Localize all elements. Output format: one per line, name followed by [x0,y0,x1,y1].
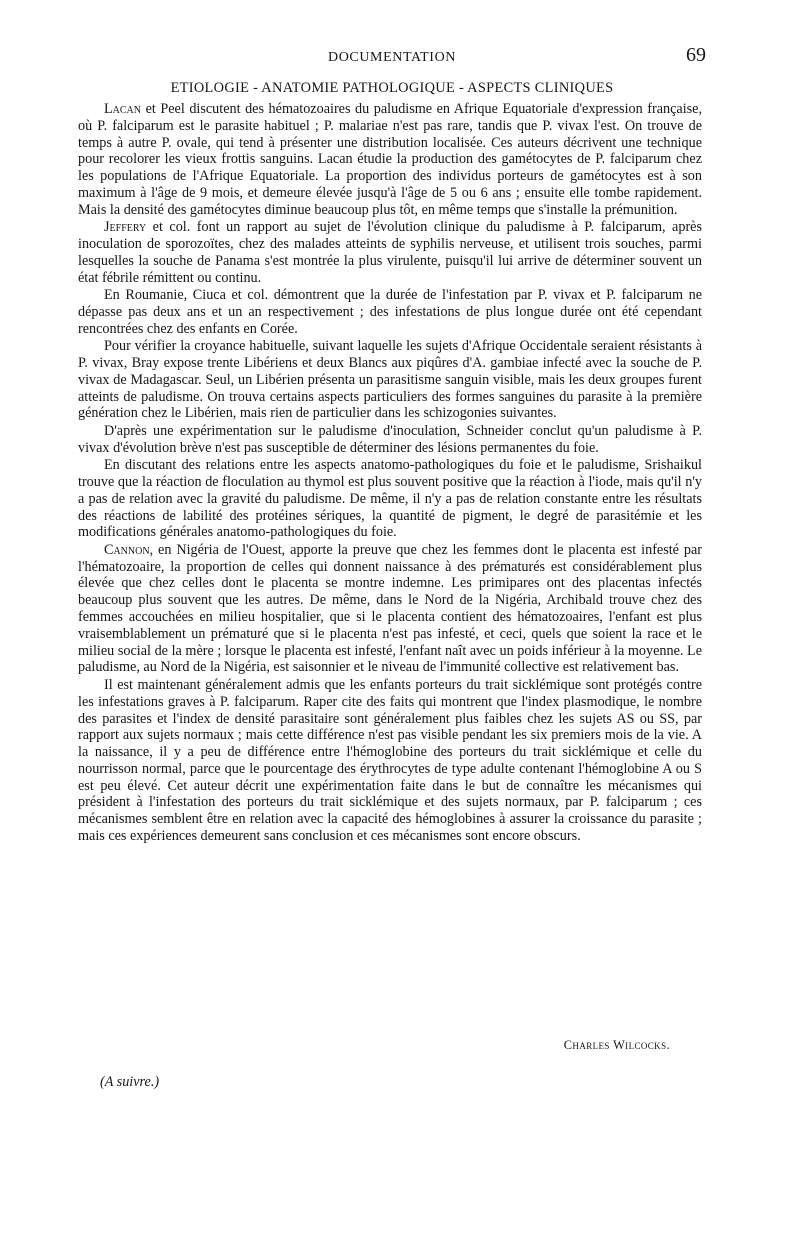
paragraph-text: En discutant des relations entre les aspects anatomo-pathologiques du foie et le paludisme, Srishaikul trouve que la réaction de floculation au thymol est plus souvent positive que la réaction à l'iode, mais qu'il n'y a pas de relation avec la gravité du paludisme. De même, il n'y a pas de relation constante entre les résultats des réactions de labilité des protéines sériques, la quantité de pigment, le degré de parasitémie et les modifications générales anatomo-pathologiques du foie. [78,457,702,541]
continued-note: (A suivre.) [100,1074,160,1090]
author-name: Jeffery [104,219,147,236]
paragraph-text: et col. font un rapport au sujet de l'évolution clinique du paludisme à P. falciparum, après inoculation de sporozoïtes, chez des malades atteints de syphilis nerveuse, et utilisent trois souches, parmi lesquelles la souche de Panama s'est montrée la plus virulente, puisqu'il lui arrive de déterminer souvent un état fébrile rémittent ou continu. [78,219,702,286]
paragraph [78,338,702,422]
paragraph [78,677,702,845]
page-number: 69 [686,44,706,66]
paragraph [78,457,702,541]
running-title: DOCUMENTATION [327,50,456,65]
paragraph-text: Il est maintenant généralement admis que les enfants porteurs du trait sicklémique sont protégés contre les infestations graves à P. falciparum. Raper cite des faits qui montrent que l'index plasmodique, le nombre des parasites et l'index de densité parasitaire sont généralement plus faibles chez les sujets AS ou SS, par rapport aux sujets normaux ; mais cette différence n'est pas visible pendant les six premiers mois de la vie. A la naissance, il y a peu de différence entre l'hémoglobine des porteurs du trait sicklémique et celle du nourrisson normal, parce que le pourcentage des érythrocytes de type adulte contenant l'hémoglobine A ou S est peu élevé. Cet auteur décrit une expérimentation faite dans le but de connaître les mécanismes qui président à l'infestation des porteurs du trait sicklémique et des sujets normaux, par P. falciparum ; ces mécanismes semblent être en relation avec la capacité des hémoglobines à assurer la croissance du parasite ; mais ces expériences demeurent sans conclusion et ces mécanismes sont encore obscurs. [78,676,702,845]
paragraph-text: D'après une expérimentation sur le paludisme d'inoculation, Schneider conclut qu'un paludisme à P. vivax d'évolution brève n'est pas susceptible de déterminer des lésions permanentes du foie. [78,422,702,456]
paragraph [78,219,702,286]
paragraph-text: Pour vérifier la croyance habituelle, suivant laquelle les sujets d'Afrique Occidentale seraient résistants à P. vivax, Bray expose trente Libériens et deux Blancs aux piqûres d'A. gambiae infecté avec la souche de P. vivax de Madagascar. Seul, un Libérien présenta un parasitisme sanguin visible, mais les deux groupes furent atteints de paludisme. On trouva certains aspects particuliers des formes sanguines du parasite à la première génération chez le Libérien, mais rien de particulier dans les schizogonies suivantes. [78,338,702,422]
page-header [78,44,706,68]
paragraph [78,101,702,219]
section-heading: ETIOLOGIE - ANATOMIE PATHOLOGIQUE - ASPECTS CLINIQUES [170,80,614,96]
article-body [78,101,702,846]
author-signature: Charles Wilcocks. [563,1038,670,1052]
paragraph [78,287,702,337]
paragraph-text: et Peel discutent des hématozoaires du paludisme en Afrique Equatoriale d'expression française, où P. falciparum est le parasite habituel ; P. malariae n'est pas rare, tandis que P. vivax l'est. On trouve de temps à autre P. ovale, qui tend à présenter une distribution localisée. Ces auteurs décrivent une technique pour recolorer les vieux frottis sanguins. Lacan étudie la production des gamétocytes de P. falciparum chez les populations de l'Afrique Equatoriale. La proportion des individus porteurs de gamétocytes est à son maximum à l'âge de 9 mois, et demeure élevée jusqu'à l'âge de 5 ou 6 ans ; ensuite elle tombe rapidement. Mais la densité des gamétocytes diminue beaucoup plus tôt, en même temps que s'installe la prémunition. [78,101,702,218]
paragraph [78,542,702,676]
author-name: Cannon [104,541,150,558]
paragraph-text: En Roumanie, Ciuca et col. démontrent que la durée de l'infestation par P. vivax et P. falciparum ne dépasse pas deux ans et un an respectivement ; des infestations de plus longue durée ont été cependant rencontrées chez des enfants en Corée. [78,287,702,337]
author-name: Lacan [104,101,142,117]
paragraph [78,423,702,457]
paragraph-text: , en Nigéria de l'Ouest, apporte la preuve que chez les femmes dont le placenta est infesté par l'hématozoaire, la proportion de celles qui donnent naissance à des prématurés est considérablement plus élevée que chez celles dont le placenta se montre indemne. Les primipares ont des placentas infectés beaucoup plus souvent que les autres. De même, dans le Nord de la Nigéria, Archibald trouve chez des femmes accouchées en milieu hospitalier, que si le placenta contient des hématozoaires, l'enfant est plus vraisemblablement un prématuré que si le placenta n'est pas infesté, et ceci, quels que soient la race et le milieu social de la mère ; lorsque le placenta est infesté, l'enfant naît avec un poids inférieur à la moyenne. Le paludisme, au Nord de la Nigéria, est saisonnier et le niveau de l'immunité collective est relativement bas. [78,541,702,676]
